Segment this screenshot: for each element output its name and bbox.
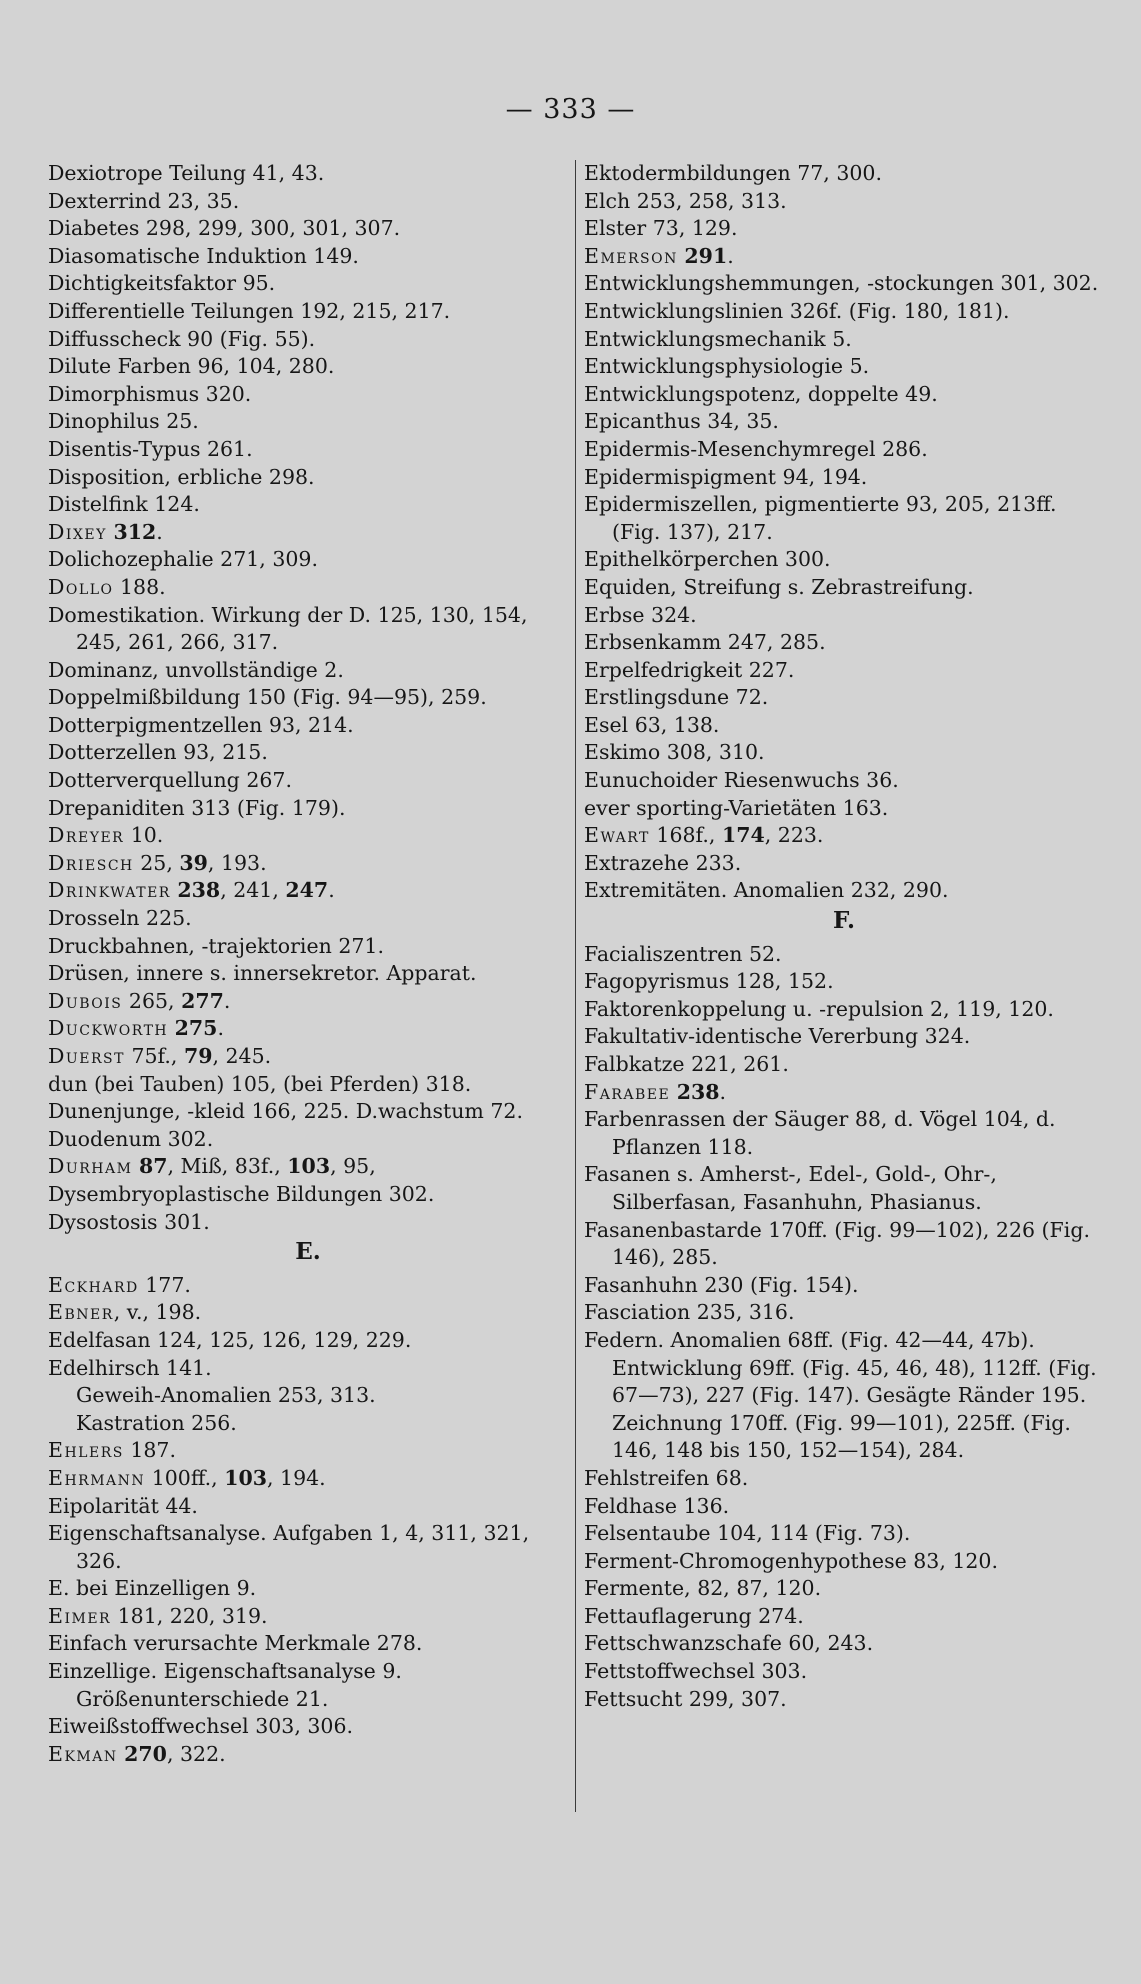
index-entry-author	[48, 1015, 568, 1043]
page-refs: , 194.	[267, 1465, 326, 1490]
index-entry: Farbenrassen der Säuger 88, d. Vögel 104, d. Pflanzen 118.	[584, 1107, 1056, 1159]
index-entry: Dexiotrope Teilung 41, 43.	[48, 161, 325, 185]
index-entry: Diffusscheck 90 (Fig. 55).	[48, 326, 316, 351]
index-entry: Dunenjunge, -kleid 166, 225. D.wachstum 72.	[48, 1099, 523, 1124]
page-refs: .	[328, 878, 335, 903]
index-entry: Dysostosis 301.	[48, 1209, 210, 1234]
index-entry: Dolichozephalie 271, 309.	[48, 547, 318, 572]
index-entry-author	[48, 822, 568, 850]
page-ref-main: 291	[684, 243, 728, 268]
index-subentry: Kastration 256.	[76, 1410, 237, 1435]
page-refs: .	[223, 988, 231, 1013]
index-entry: Diasomatische Induktion 149.	[48, 243, 359, 268]
page-refs: 187.	[123, 1438, 176, 1463]
index-entry: Epicanthus 34, 35.	[584, 409, 779, 434]
index-entry-author	[48, 1299, 568, 1327]
page-refs: , Miß, 83f.,	[167, 1154, 288, 1179]
author-name: Duckworth	[48, 1016, 169, 1041]
index-entry: Fettauflagerung 274.	[584, 1603, 804, 1628]
page-ref-main: 87	[138, 1154, 168, 1179]
index-entry-author	[48, 988, 568, 1016]
index-entry-author	[584, 822, 1104, 850]
index-entry: Dexterrind 23, 35.	[48, 188, 240, 213]
index-entry: Erstlingsdune 72.	[584, 685, 769, 710]
index-entry: Faktorenkoppelung u. -repulsion 2, 119, 120.	[584, 996, 1054, 1021]
author-name: Eckhard	[48, 1272, 139, 1297]
index-entry: Falbkatze 221, 261.	[584, 1052, 789, 1076]
page-ref-main: 238	[177, 878, 221, 903]
index-column-left	[48, 160, 568, 1768]
author-name: Dreyer	[48, 823, 125, 848]
index-entry: Equiden, Streifung s. Zebrastreifung.	[584, 574, 974, 599]
index-entry: Elster 73, 129.	[584, 216, 738, 241]
index-entry: Fettsucht 299, 307.	[584, 1686, 787, 1711]
author-name: Ehlers	[48, 1438, 124, 1463]
index-entry: Disposition, erbliche 298.	[48, 464, 315, 489]
index-entry: Eipolarität 44.	[48, 1493, 198, 1518]
index-entry: Dotterpigmentzellen 93, 214.	[48, 712, 354, 737]
page-ref-main: 277	[181, 988, 224, 1013]
index-entry: Dominanz, unvollständige 2.	[48, 657, 344, 682]
page-refs: .	[719, 1079, 727, 1104]
index-entry-author	[584, 243, 1104, 271]
author-name: Drinkwater	[48, 878, 171, 903]
index-column-right	[584, 160, 1104, 1713]
index-entry: Differentielle Teilungen 192, 215, 217.	[48, 298, 451, 323]
index-entry-author	[48, 1741, 568, 1769]
author-name: Dollo	[48, 574, 114, 599]
page-refs: , 245.	[212, 1044, 272, 1068]
index-entry: Dotterzellen 93, 215.	[48, 740, 268, 765]
index-entry-author	[48, 877, 568, 905]
index-entry: Extremitäten. Anomalien 232, 290.	[584, 878, 949, 903]
index-entry: Entwicklungspotenz, doppelte 49.	[584, 381, 938, 406]
author-name: Driesch	[48, 850, 134, 875]
index-entry: Erbse 324.	[584, 602, 697, 627]
page-ref-main: 247	[285, 878, 329, 903]
index-entry-author	[48, 519, 568, 547]
index-entry-author	[48, 1465, 568, 1493]
index-entry: Disentis-Typus 261.	[48, 436, 253, 461]
index-entry: Einzellige. Eigenschaftsanalyse 9.	[48, 1659, 402, 1684]
index-entry: Dimorphismus 320.	[48, 381, 252, 406]
page-refs: 168f.,	[649, 823, 722, 848]
index-entry: Felsentaube 104, 114 (Fig. 73).	[584, 1521, 911, 1546]
page-refs: , 241,	[220, 878, 286, 903]
page-ref-main: 275	[174, 1016, 218, 1041]
index-subentry: Größenunterschiede 21.	[76, 1686, 329, 1711]
author-name: Dixey	[48, 519, 107, 544]
index-entry: Doppelmißbildung 150 (Fig. 94—95), 259.	[48, 685, 487, 710]
index-entry: E. bei Einzelligen 9.	[48, 1576, 257, 1601]
page-refs: , 193.	[207, 850, 267, 875]
index-entry: Fasanen s. Amherst-, Edel-, Gold-, Ohr-, Silberfasan, Fasanhuhn, Phasianus.	[584, 1162, 997, 1214]
page-refs: 177.	[138, 1272, 191, 1297]
index-entry: Entwicklungslinien 326f. (Fig. 180, 181).	[584, 298, 1010, 323]
index-entry: Epidermis-Mesenchymregel 286.	[584, 436, 928, 461]
index-entry: Elch 253, 258, 313.	[584, 188, 787, 213]
index-entry: Drosseln 225.	[48, 906, 192, 931]
index-entry: Eigenschaftsanalyse. Aufgaben 1, 4, 311, 321, 326.	[48, 1521, 530, 1573]
page-refs: .	[156, 519, 163, 544]
page-refs: 100ff.,	[145, 1465, 225, 1490]
page-refs: 25,	[133, 850, 180, 875]
section-letter: F.	[832, 907, 856, 935]
index-entry-author	[48, 1603, 568, 1631]
index-entry: Dilute Farben 96, 104, 280.	[48, 354, 335, 379]
index-entry: Drüsen, innere s. innersekretor. Apparat.	[48, 961, 477, 986]
author-name: Farabee	[584, 1079, 671, 1104]
index-entry: Eunuchoider Riesenwuchs 36.	[584, 768, 899, 793]
index-entry: Fasanhuhn 230 (Fig. 154).	[584, 1272, 859, 1297]
page-refs: .	[727, 243, 734, 268]
index-entry: Fermente, 82, 87, 120.	[584, 1576, 822, 1601]
column-divider	[575, 160, 576, 1812]
page-ref-main: 270	[124, 1741, 167, 1766]
index-entry-author	[48, 1272, 568, 1300]
index-entry: Dinophilus 25.	[48, 409, 199, 434]
author-name: Ebner	[48, 1300, 114, 1325]
page-refs: .	[217, 1016, 224, 1041]
page-refs: , 322.	[166, 1741, 226, 1766]
index-entry-author	[48, 1153, 568, 1181]
page-ref-main: 79	[183, 1044, 213, 1068]
index-entry: Eiweißstoffwechsel 303, 306.	[48, 1714, 354, 1739]
author-name: Ehrmann	[48, 1465, 146, 1490]
index-entry: Fagopyrismus 128, 152.	[584, 969, 834, 994]
author-name: Emerson	[584, 243, 678, 268]
index-entry: Dotterverquellung 267.	[48, 768, 292, 793]
index-entry: Ferment-Chromogenhypothese 83, 120.	[584, 1548, 998, 1573]
index-entry: Ektodermbildungen 77, 300.	[584, 161, 882, 185]
index-entry-author	[48, 850, 568, 878]
page-ref-main: 39	[179, 850, 208, 875]
index-entry: dun (bei Tauben) 105, (bei Pferden) 318.	[48, 1071, 472, 1096]
author-name: Duerst	[48, 1044, 125, 1068]
index-entry: Federn. Anomalien 68ff. (Fig. 42—44, 47b). Entwicklung 69ff. (Fig. 45, 46, 48), 112ff. (Fig. 67—73), 227 (Fig. 147). Gesägte Ränder 195. Zeichnung 170ff. (Fig. 99—101), 225ff. (Fig. 146, 148 bis 150, 152—154), 284.	[584, 1327, 1097, 1463]
page-ref-main: 103	[224, 1465, 267, 1490]
index-entry: Entwicklungshemmungen, -stockungen 301, 302.	[584, 271, 1099, 296]
index-entry: Diabetes 298, 299, 300, 301, 307.	[48, 216, 401, 241]
page-refs: , 223.	[764, 823, 824, 848]
index-entry: Dysembryoplastische Bildungen 302.	[48, 1181, 435, 1206]
index-subentry: Geweih-Anomalien 253, 313.	[76, 1383, 376, 1408]
index-entry-author	[584, 1079, 1104, 1107]
index-entry: Extrazehe 233.	[584, 850, 742, 875]
index-entry: Domestikation. Wirkung der D. 125, 130, 154, 245, 261, 266, 317.	[48, 602, 528, 655]
index-entry: Erpelfedrigkeit 227.	[584, 657, 795, 682]
author-name: Durham	[48, 1154, 133, 1179]
index-entry: Duodenum 302.	[48, 1126, 214, 1151]
index-entry-author	[48, 574, 568, 602]
page-number: — 333 —	[505, 94, 636, 125]
index-entry: Dichtigkeitsfaktor 95.	[48, 271, 276, 296]
index-entry: Erbsenkamm 247, 285.	[584, 630, 826, 655]
index-entry: Fettschwanzschafe 60, 243.	[584, 1631, 874, 1656]
index-entry: Eskimo 308, 310.	[584, 740, 765, 765]
index-entry: Fakultativ-identische Vererbung 324.	[584, 1024, 971, 1049]
index-entry: Fasciation 235, 316.	[584, 1300, 795, 1325]
section-letter: E.	[295, 1238, 321, 1266]
page-refs: 10.	[124, 823, 164, 848]
index-entry-author	[48, 1043, 568, 1071]
index-entry: Epithelkörperchen 300.	[584, 547, 831, 572]
page-ref-main: 238	[676, 1079, 720, 1104]
author-name: Dubois	[48, 988, 123, 1013]
page-ref-main: 103	[287, 1154, 331, 1179]
index-entry-author	[48, 1437, 568, 1465]
index-entry: Epidermiszellen, pigmentierte 93, 205, 213ff. (Fig. 137), 217.	[584, 492, 1057, 544]
index-entry: Edelfasan 124, 125, 126, 129, 229.	[48, 1327, 412, 1352]
index-entry: Edelhirsch 141.	[48, 1355, 212, 1380]
page-ref-main: 312	[113, 519, 157, 544]
index-entry: Fasanenbastarde 170ff. (Fig. 99—102), 226 (Fig. 146), 285.	[584, 1217, 1090, 1270]
author-name: Ekman	[48, 1741, 118, 1766]
index-entry: Entwicklungsmechanik 5.	[584, 326, 852, 351]
page-refs: 188.	[113, 574, 166, 599]
page-refs: 75f.,	[124, 1044, 184, 1068]
index-entry: Fehlstreifen 68.	[584, 1465, 749, 1490]
index-entry: Druckbahnen, -trajektorien 271.	[48, 933, 384, 958]
page-refs: , 95,	[330, 1154, 376, 1179]
index-entry: Epidermispigment 94, 194.	[584, 464, 868, 489]
index-entry: Facialiszentren 52.	[584, 941, 782, 966]
index-entry: Feldhase 136.	[584, 1493, 730, 1518]
index-entry: Drepaniditen 313 (Fig. 179).	[48, 795, 346, 820]
page-refs: , v., 198.	[113, 1300, 202, 1325]
index-entry: Distelfink 124.	[48, 492, 200, 517]
index-entry: Einfach verursachte Merkmale 278.	[48, 1631, 423, 1656]
page-refs: 181, 220, 319.	[111, 1603, 268, 1628]
author-name: Ewart	[584, 823, 650, 848]
index-entry: Entwicklungsphysiologie 5.	[584, 354, 870, 379]
author-name: Eimer	[48, 1603, 112, 1628]
index-entry: ever sporting-Varietäten 163.	[584, 795, 889, 820]
index-entry: Fettstoffwechsel 303.	[584, 1659, 808, 1684]
page-ref-main: 174	[721, 823, 765, 848]
page-refs: 265,	[122, 988, 182, 1013]
index-entry: Esel 63, 138.	[584, 712, 720, 737]
